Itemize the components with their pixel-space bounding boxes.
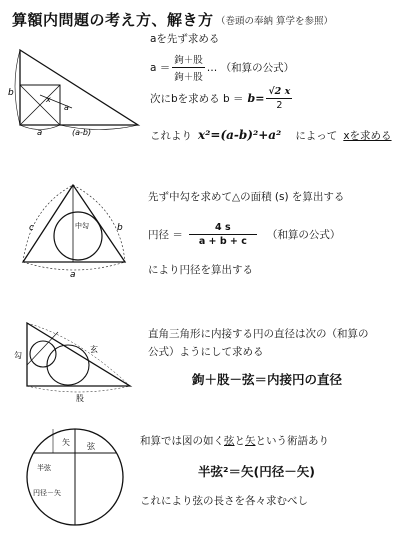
s4-line1-gen: 弦 xyxy=(224,435,235,447)
label-a: a xyxy=(70,270,76,280)
page-title: 算額内問題の考え方、解き方 xyxy=(12,11,214,29)
s4-line1-ya: 矢 xyxy=(245,435,256,447)
title-reference-note: （巻頭の奉納 算学を参照） xyxy=(216,16,334,27)
label-ya: 矢 xyxy=(62,438,70,447)
s1-a-fraction xyxy=(172,52,205,83)
label-ko: 股 xyxy=(76,394,84,403)
s4-line1-prefix: 和算では図の如く xyxy=(140,435,224,447)
s1-a-numerator: 鉤＋股 xyxy=(174,55,203,66)
s1-step3-target: xを求める xyxy=(343,130,392,142)
label-b: b xyxy=(8,88,14,98)
s4-line1 xyxy=(140,433,329,448)
s1-step3-mid: によって xyxy=(295,130,338,142)
label-a-bottom: a xyxy=(37,128,43,138)
diagram-inscribed-circle-triangle xyxy=(15,180,135,280)
label-kou: 勾 xyxy=(14,351,22,360)
s1-b-hand: b= xyxy=(247,92,265,105)
s1-x-equation: x²=(a-b)²+a² xyxy=(198,128,282,142)
s1-a-formula xyxy=(150,52,294,83)
diagram-circle-chord-arrow xyxy=(25,425,135,535)
s2-r-fraction xyxy=(189,222,257,247)
label-keikei-minus-ya: 円径－矢 xyxy=(33,489,61,497)
s3-formula: 鉤＋股－弦＝内接円の直径 xyxy=(192,372,343,387)
s4-line1-mid: と xyxy=(234,435,245,447)
s2-r-denominator: a + b + c xyxy=(198,236,247,247)
s1-a-denominator: 鉤＋股 xyxy=(174,72,203,83)
label-gen: 玄 xyxy=(90,345,98,354)
label-b: b xyxy=(117,223,123,233)
s3-line2: 公式）ようにして求める xyxy=(148,346,264,358)
s1-step1: aを先ず求める xyxy=(150,33,220,45)
s2-step1: 先ず中勾を求めて△の面積 (s) を算出する xyxy=(148,191,345,203)
label-x: x xyxy=(46,95,51,104)
s1-b-fraction xyxy=(266,86,292,111)
s1-b-denominator: 2 xyxy=(276,100,283,111)
s2-r-formula xyxy=(148,222,340,247)
s1-x-formula xyxy=(150,128,392,143)
s1-a-note: … （和算の公式） xyxy=(206,62,295,74)
s4-line2: これにより弦の長さを各々求むべし xyxy=(140,495,308,507)
label-gen: 弦 xyxy=(87,442,95,451)
label-chukou: 中勾 xyxy=(75,222,89,230)
s3-line1: 直角三角形に内接する円の直径は次の（和算の xyxy=(148,328,369,340)
s1-b-formula xyxy=(150,86,294,111)
label-a-side: a xyxy=(64,103,69,112)
label-a-minus-b: (a-b) xyxy=(72,128,92,137)
s1-b-numerator: √2 x xyxy=(268,86,291,97)
s2-step2: により円径を算出する xyxy=(148,264,253,276)
label-c: c xyxy=(29,223,34,233)
s1-step2-prefix: 次にbを求める b ＝ xyxy=(150,93,244,105)
label-hangen: 半弦 xyxy=(37,464,51,472)
s4-line1-suffix: という術語あり xyxy=(255,435,329,447)
s1-a-eq-prefix: a ＝ xyxy=(150,62,171,74)
diagram-right-triangle-square xyxy=(8,40,145,138)
s2-r-note: （和算の公式） xyxy=(266,229,341,241)
s2-r-label: 円径 ＝ xyxy=(148,229,183,241)
s4-formula: 半弦²＝矢(円径－矢) xyxy=(198,464,315,479)
s2-r-numerator: 4 s xyxy=(215,222,231,233)
diagram-two-circles-triangle xyxy=(12,318,137,403)
s1-step3-prefix: これより xyxy=(150,130,192,142)
